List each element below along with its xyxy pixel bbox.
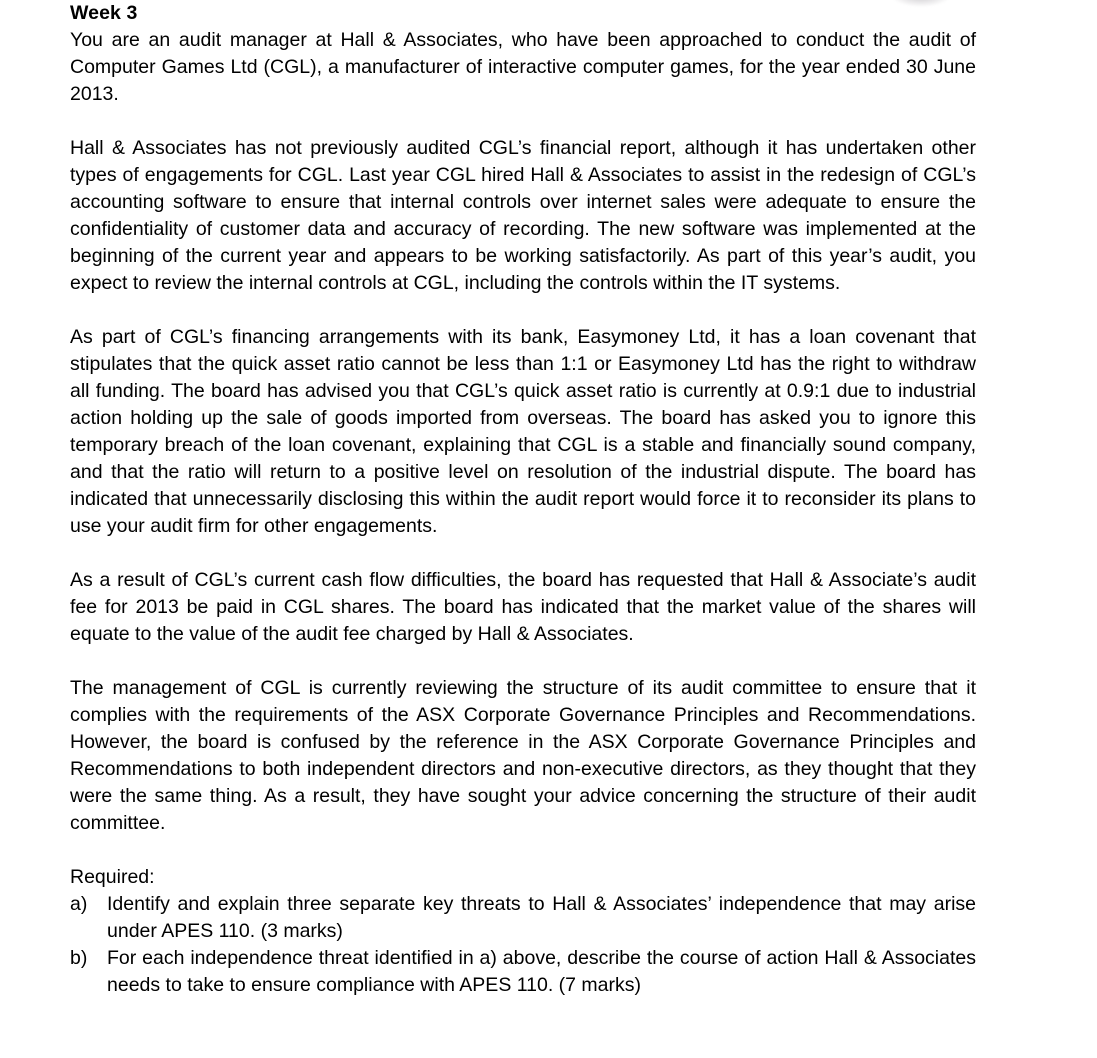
paragraph-spacer — [70, 540, 976, 567]
paragraph-intro: You are an audit manager at Hall & Associates, who have been approached to conduct the audit of Computer Games Ltd (CGL), a manufacturer of interactive computer games, for the year ended 30 June 2013. — [70, 29, 976, 105]
required-items-list — [70, 891, 976, 999]
paragraph-fee-in-shares: As a result of CGL’s current cash flow difficulties, the board has requested that Hall & Associate’s audit fee for 2013 be paid in CGL shares. The board has indicated that the market value of the shares will equate to the value of the audit fee charged by Hall & Associates. — [70, 569, 976, 645]
paragraph-audit-committee: The management of CGL is currently reviewing the structure of its audit committee to ensure that it complies with the requirements of the ASX Corporate Governance Principles and Recommendations. However, the board is confused by the reference in the ASX Corporate Governance Principles and Recommendations to both independent directors and non-executive directors, as they thought that they were the same thing. As a result, they have sought your advice concerning the structure of their audit committee. — [70, 677, 976, 834]
page-title: Week 3 — [70, 2, 138, 24]
required-label: Required: — [70, 866, 155, 888]
paragraph-spacer — [70, 297, 976, 324]
paragraph-loan-covenant: As part of CGL’s financing arrangements with its bank, Easymoney Ltd, it has a loan covenant that stipulates that the quick asset ratio cannot be less than 1:1 or Easymoney Ltd has the right to withdraw all funding. The board has advised you that CGL’s quick asset ratio is currently at 0.9:1 due to industrial action holding up the sale of goods imported from overseas. The board has asked you to ignore this temporary breach of the loan covenant, explaining that CGL is a stable and financially sound company, and that the ratio will return to a positive level on resolution of the industrial dispute. The board has indicated that unnecessarily disclosing this within the audit report would force it to reconsider its plans to use your audit firm for other engagements. — [70, 326, 976, 537]
list-item-text: Identify and explain three separate key threats to Hall & Associates’ independence that may arise under APES 110. (3 marks) — [107, 893, 976, 942]
list-item-marker: b) — [70, 947, 88, 969]
list-item — [70, 891, 976, 945]
paragraph-spacer — [70, 837, 976, 864]
document-body — [70, 0, 976, 999]
paragraph-spacer — [70, 108, 976, 135]
list-item-marker: a) — [70, 893, 88, 915]
paragraph-spacer — [70, 648, 976, 675]
list-item-text: For each independence threat identified in a) above, describe the course of action Hall & Associates needs to take to ensure compliance with APES 110. (7 marks) — [107, 947, 976, 996]
paragraph-prior-engagements: Hall & Associates has not previously audited CGL’s financial report, although it has undertaken other types of engagements for CGL. Last year CGL hired Hall & Associates to assist in the redesign of CGL’s accounting software to ensure that internal controls over internet sales were adequate to ensure the confidentiality of customer data and accuracy of recording. The new software was implemented at the beginning of the current year and appears to be working satisfactorily. As part of this year’s audit, you expect to review the internal controls at CGL, including the controls within the IT systems. — [70, 137, 976, 294]
list-item — [70, 945, 976, 999]
